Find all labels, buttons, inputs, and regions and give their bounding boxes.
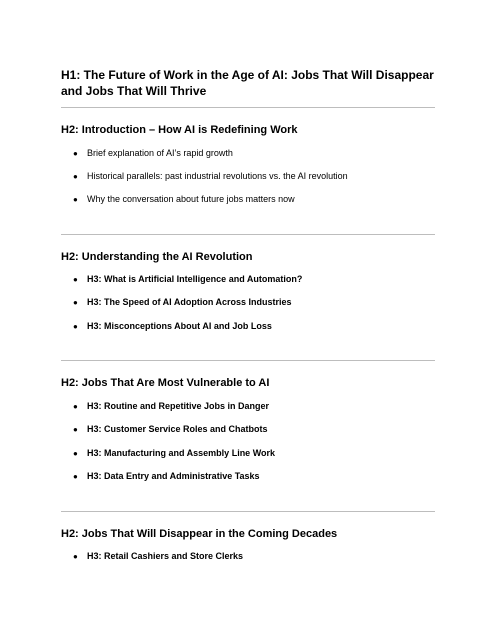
bullet-icon: ●: [73, 402, 78, 411]
horizontal-rule: [61, 234, 435, 235]
bullet-icon: ●: [73, 322, 78, 331]
list-item: [73, 170, 348, 183]
bullet-icon: ●: [73, 552, 78, 561]
section-heading-ai-revolution: H2: Understanding the AI Revolution: [61, 251, 253, 263]
list-item: [73, 296, 292, 309]
list-item: [73, 147, 233, 160]
bullet-icon: ●: [73, 449, 78, 458]
list-item: [73, 550, 243, 563]
list-item: [73, 447, 275, 460]
list-item: [73, 193, 295, 206]
list-item: [73, 320, 272, 333]
section-heading-introduction: H2: Introduction – How AI is Redefining Work: [61, 124, 298, 136]
list-item: [73, 400, 269, 413]
list-item-text: Historical parallels: past industrial revolutions vs. the AI revolution: [87, 171, 348, 181]
section-heading-disappearing-jobs: H2: Jobs That Will Disappear in the Coming Decades: [61, 528, 338, 540]
horizontal-rule: [61, 360, 435, 361]
list-item-text: H3: Routine and Repetitive Jobs in Danger: [87, 401, 270, 411]
list-item-text: H3: Misconceptions About AI and Job Loss: [87, 321, 272, 331]
horizontal-rule: [61, 107, 435, 108]
bullet-icon: ●: [73, 472, 78, 481]
document-title: H1: The Future of Work in the Age of AI: Jobs That Will Disappear and Jobs That Will Thrive: [61, 68, 434, 98]
bullet-icon: ●: [73, 425, 78, 434]
list-item-text: Brief explanation of AI’s rapid growth: [87, 148, 233, 158]
list-item-text: H3: What is Artificial Intelligence and Automation?: [87, 274, 303, 284]
list-item: [73, 423, 268, 436]
list-item-text: Why the conversation about future jobs matters now: [87, 194, 295, 204]
list-item-text: H3: Manufacturing and Assembly Line Work: [87, 448, 276, 458]
bullet-icon: ●: [73, 298, 78, 307]
bullet-icon: ●: [73, 275, 78, 284]
list-item: [73, 470, 260, 483]
bullet-icon: ●: [73, 172, 78, 181]
list-item-text: H3: Retail Cashiers and Store Clerks: [87, 551, 244, 561]
section-heading-vulnerable-jobs: H2: Jobs That Are Most Vulnerable to AI: [61, 377, 270, 389]
list-item-text: H3: Data Entry and Administrative Tasks: [87, 471, 260, 481]
list-item: [73, 273, 302, 286]
bullet-icon: ●: [73, 195, 78, 204]
bullet-icon: ●: [73, 149, 78, 158]
list-item-text: H3: Customer Service Roles and Chatbots: [87, 424, 268, 434]
horizontal-rule: [61, 511, 435, 512]
list-item-text: H3: The Speed of AI Adoption Across Industries: [87, 297, 292, 307]
